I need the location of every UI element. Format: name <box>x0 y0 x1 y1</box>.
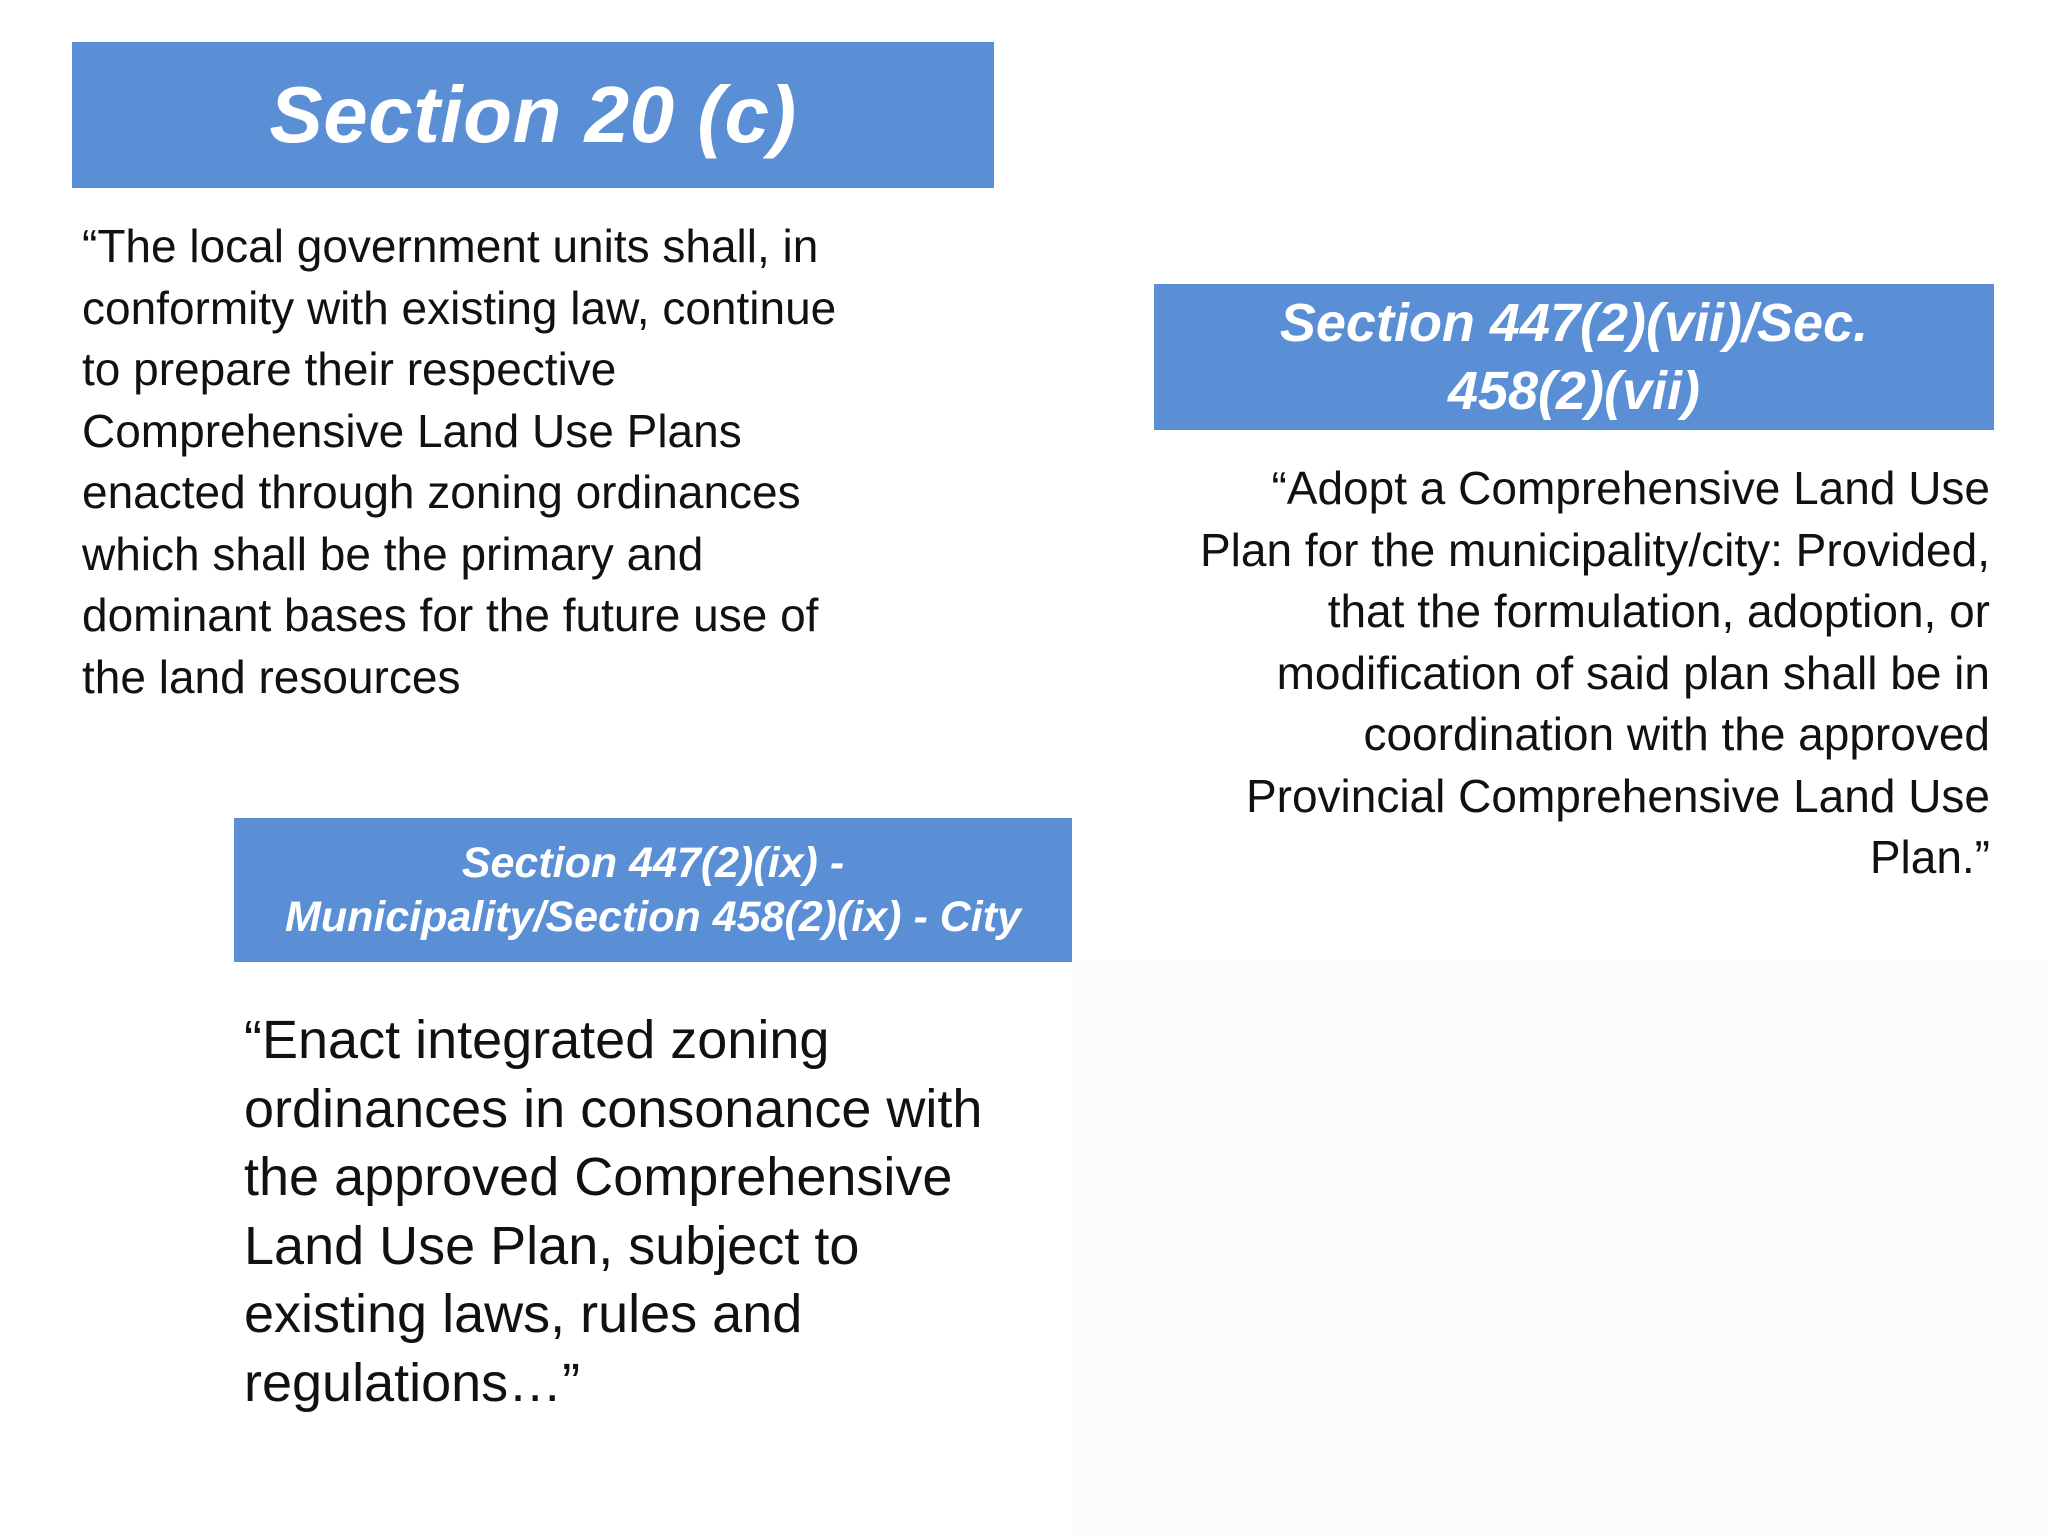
section-447-ix-heading-text: Section 447(2)(ix) - Municipality/Section 458(2)(ix) - City <box>285 839 1021 941</box>
background-shade <box>1072 960 2048 1536</box>
section-20c-quote: “The local government units shall, in conformity with existing law, continue to prepare their respective Comprehensive Land Use Plans enacted through zoning ordinances which shall be the primary and dominant bases for the future use of the land resources <box>82 220 837 703</box>
section-20c-heading <box>72 42 994 188</box>
section-447-ix-quote: “Enact integrated zoning ordinances in consonance with the approved Comprehensive Land Use Plan, subject to existing laws, rules and regulations…” <box>244 1010 983 1413</box>
section-447-vii-heading <box>1154 284 1994 430</box>
section-447-vii-heading-text: Section 447(2)(vii)/Sec. 458(2)(vii) <box>1279 293 1869 421</box>
section-20c-heading-text: Section 20 (c) <box>269 70 797 159</box>
section-447-ix-heading <box>234 818 1072 962</box>
section-447-vii-quote: “Adopt a Comprehensive Land Use Plan for the municipality/city: Provided, that the formulation, adoption, or modification of said plan shall be in coordination with the approved Provincial Comprehensive Land Use Plan.” <box>1199 462 1990 883</box>
